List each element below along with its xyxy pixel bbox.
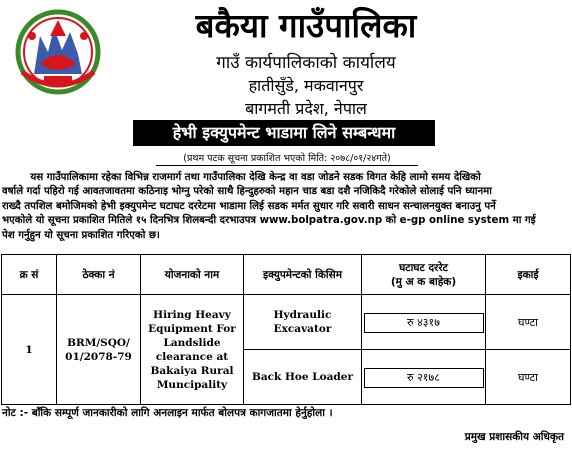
address-line-2: बागमती प्रदेश, नेपाल xyxy=(245,99,367,118)
rate-value-1: रु ४३१७ xyxy=(364,313,484,333)
cell-contract-no: BRM/SQO/ 01/2078-79 xyxy=(57,295,141,405)
header-unit: इकाई xyxy=(486,255,571,295)
cell-rate-1 xyxy=(362,295,486,350)
cell-project-name: Hiring Heavy Equipment For Landslide clearance at Bakaiya Rural Muncipality xyxy=(141,295,244,405)
header-rate xyxy=(362,255,486,295)
publication-date-note: (प्रथम पटक सूचना प्रकाशित भएको मिति: २०७८/०१/२४गते) xyxy=(156,151,418,166)
header-project-name: योजनाको नाम xyxy=(141,255,244,295)
signatory: प्रमुख प्रशासकीय अधिकृत xyxy=(464,431,564,443)
table-row xyxy=(2,295,571,350)
notice-body: यस गाउँपालिकामा रहेका विभिन्न राजमार्ग तथा गाउँपालिका देखि केन्द्र वा वडा जोडने सडक विगत केहि लामो समय देखिको वर्षाले गर्दा पहिरो गई आवतजावतमा कठिनाइ भोग्नु परेको साथै हिन्दुहरुको महान चाड बडा दशै नजिकिदै गरेकोले सोलाई पनि ध्यानमा राख्दै तपशिल बमोजिमको हेभी इक्युपमेन्ट घटाघट दररेटमा भाडामा लिई सडक मर्मत सुधार गरि सवारी साधन सन्चालनयुक्त बनाउनु पर्ने भएकोले यो सूचना प्रकाशित मितिले १५ दिनभित्र शिलबन्दी दरभाउपत्र www.bolpatra.gov.np को e-gp online system मा गई पेश गर्नुहुन यो सूचना प्रकाशित गरिएको छ। xyxy=(2,172,536,241)
header-equipment-type: इक्युपमेन्टको किसिम xyxy=(244,255,362,295)
table-header-row xyxy=(2,255,571,295)
header-rate-label: घटाघट दररेट xyxy=(399,261,448,274)
header-rate-sub: (मु अ क बाहेक) xyxy=(390,275,457,288)
cell-equipment-2: Back Hoe Loader xyxy=(244,350,362,405)
notice-heading: हेभी इक्युपमेन्ट भाडामा लिने सम्बन्धमा xyxy=(133,120,435,146)
cell-unit-1: घण्टा xyxy=(486,295,571,350)
footer-note: नोट :- बाँकि सम्पूर्ण जानकारीको लागि अनलाइन मार्फत बोलपत्र कागजातमा हेर्नुहोला । xyxy=(2,407,333,419)
equipment-table xyxy=(1,254,571,405)
address-line-1: हातीसुँडे, मकवानपुर xyxy=(248,76,364,95)
cell-equipment-1: Hydraulic Excavator xyxy=(244,295,362,350)
cell-unit-2: घण्टा xyxy=(486,350,571,405)
cell-sn: 1 xyxy=(2,295,57,405)
rate-value-2: रु २१७८ xyxy=(364,368,484,388)
header-contract-no: ठेक्का नं xyxy=(57,255,141,295)
office-name: गाउँ कार्यपालिकाको कार्यालय xyxy=(216,53,396,73)
cell-rate-2 xyxy=(362,350,486,405)
page-title: बकैया गाउँपालिका xyxy=(195,6,417,45)
header-sn: क्र सं xyxy=(2,255,57,295)
